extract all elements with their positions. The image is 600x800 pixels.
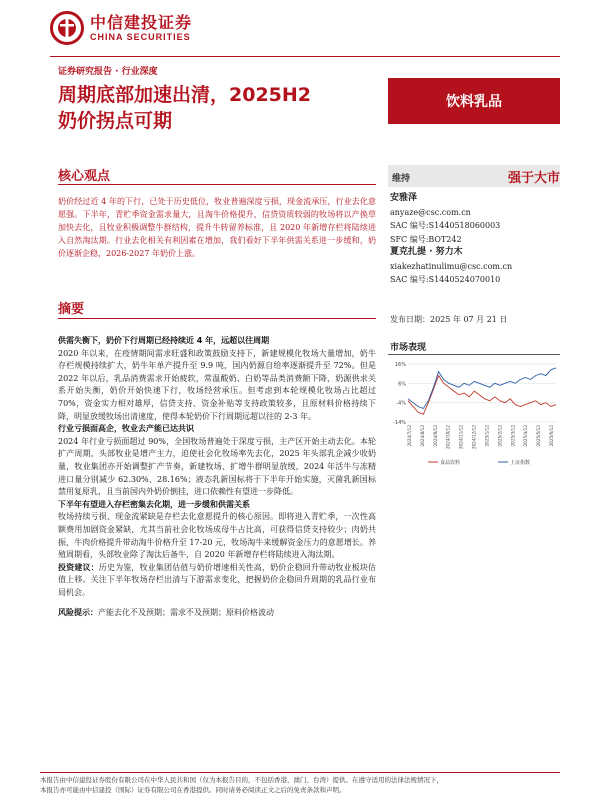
report-title — [58, 82, 378, 134]
x-tick-label: 2025/5/12 — [536, 425, 542, 447]
x-tick-label: 2025/2/12 — [497, 425, 503, 447]
summary-section-2-head: 行业亏损面高企，牧业去产能已达共识 — [58, 424, 194, 434]
market-performance-chart — [388, 358, 560, 470]
x-tick-label: 2025/6/12 — [549, 425, 554, 447]
y-tick-label: -14% — [393, 420, 406, 426]
core-heading: 核心观点 — [58, 169, 111, 184]
summary-heading: 摘要 — [58, 302, 85, 317]
summary-section-4 — [58, 562, 376, 600]
x-tick-label: 2024/12/12 — [471, 425, 477, 450]
y-tick-label: 6% — [398, 381, 406, 388]
breadcrumb: 证券研究报告 · 行业深度 — [58, 67, 158, 77]
market-heading: 市场表现 — [390, 343, 427, 353]
summary-body — [58, 335, 376, 620]
summary-section-2-body: 2024 年行业亏损面超过 90%，全国牧场普遍处于深度亏损，主产区开始主动去化。本轮扩产周期，头部牧业是增产主力，迫使社会化牧场率先去化，2025 年头部乳企减少收奶量，牧业集团亦开始调整扩产节奏，新建牧场、扩增牛群明显放缓，2024 年活牛与冻精进口量分别减少 62.30%、28.16%；液态乳新国标将于下半年开始实施，灭菌乳新国标禁用复原乳，且当前国内外奶价倒挂，进口依赖性有望进一步降低。 — [58, 436, 376, 497]
x-tick-label: 2024/7/12 — [407, 425, 412, 447]
legend-label-2: 上证指数 — [510, 460, 531, 466]
rating-action: 维持 — [392, 174, 411, 184]
logo — [50, 10, 192, 46]
legend-label-1: 食品饮料 — [440, 460, 461, 466]
title-line-2: 奶价拐点可期 — [58, 110, 173, 132]
series-line-2 — [408, 368, 556, 409]
summary-section-4-body: 历史为鉴，牧业集团估值与奶价增速相关性高，奶价企稳回升带动牧业板块估值上移。关注下半年牧场存栏出清与下游需求变化，把握奶价企稳回升周期的乳品行业布局机会。 — [58, 562, 377, 597]
summary-section-3-head: 下半年有望进入存栏密集去化期，进一步缓和供需关系 — [58, 499, 250, 509]
x-tick-label: 2025/4/12 — [523, 425, 529, 447]
analyst-list — [390, 192, 560, 287]
summary-section-1-head: 供需失衡下，奶价下行周期已经持续近 4 年，远超以往周期 — [58, 336, 270, 345]
title-line-1: 周期底部加速出清，2025H2 — [58, 84, 312, 106]
x-tick-label: 2025/1/12 — [484, 425, 490, 447]
analyst-1-sfc: SFC 编号:BOT242 — [390, 234, 462, 244]
summary-rule — [58, 318, 376, 319]
y-tick-label: -4% — [396, 400, 406, 407]
logo-english: CHINA SECURITIES — [90, 31, 191, 42]
publish-date-label: 发布日期： — [390, 315, 430, 324]
analyst-2-sac: SAC 编号:S1440524070010 — [390, 275, 501, 284]
footer-divider — [40, 772, 560, 773]
disclaimer-footer — [40, 775, 560, 795]
logo-chinese: 中信建投证券 — [90, 12, 193, 32]
china-securities-logo-icon — [50, 11, 84, 45]
x-tick-label: 2024/11/12 — [458, 425, 464, 450]
analyst-1-email[interactable]: anyaze@csc.com.cn — [390, 207, 471, 217]
summary-section-1-body: 2020 年以来，在疫情期间需求旺盛和政策鼓励支持下，新建规模化牧场大量增加，奶牛存栏规模持续扩大，奶牛年单产提升至 9.9 吨，国内奶源自给率逐渐提升至 72%。但是 2022 年以后，乳品消费需求开始疲软，常温酸奶、白奶等品类消费额下降，奶源供求关系开始失衡，奶价开始快速下行，牧场经营承压。但考虑到本轮规模化牧场占比超过 70%，资金实力相对雄厚，信贷支持、资金补贴等支持政策较多，且原材料价格持续下降，明显放缓牧场出清速度，使得本轮奶价下行周期远超以往的 2-3 年。 — [58, 348, 376, 421]
chart-y-ticks — [393, 362, 406, 426]
x-tick-label: 2024/10/12 — [445, 425, 451, 450]
chart-x-ticks — [407, 425, 554, 449]
header-divider — [50, 56, 560, 57]
summary-section-4-head: 投资建议： — [58, 562, 99, 572]
market-rule — [388, 354, 560, 355]
analyst-2-name: 夏克扎提 · 努力木 — [390, 247, 463, 257]
core-text: 奶价经过近 4 年的下行，已处于历史低位，牧业普遍深度亏损，现金流承压，行业去化意愿强。下半年，青贮季资金需求量大，且淘牛价格提升，信贷资质较弱的牧场将以产换草加快去化，且牧业积极调整牛群结构，提升牛转留养标准，且 2020 年新增存栏将陆续进入自然淘汰期。行业去化相关有利因素在增加，我们看好下半年供需关系进一步缓和，奶价逐渐企稳，2026-2027 年奶价上涨。 — [58, 197, 376, 258]
x-tick-label: 2025/3/12 — [510, 425, 516, 447]
analyst-1-sac: SAC 编号:S1440518060003 — [390, 221, 501, 230]
x-tick-label: 2024/8/12 — [419, 425, 425, 447]
chart-grid — [408, 364, 556, 422]
risk-text: 产能去化不及预期；需求不及预期；原料价格波动 — [98, 608, 274, 618]
x-tick-label: 2024/9/12 — [432, 425, 438, 447]
publish-date — [390, 314, 560, 325]
analyst-2-email[interactable]: xiakezhatinulimu@csc.com.cn — [390, 261, 513, 271]
footer-line-2: 本报告亦可能由中信建投（国际）证券有限公司在香港提供。同时请务必阅读正文之后的免责条款和声明。 — [40, 786, 346, 794]
footer-line-1: 本报告由中信建投证券股份有限公司在中华人民共和国（仅为本报告目的，不包括香港、澳门、台湾）提供。在遵守适用的法律法规情况下， — [40, 776, 443, 784]
risk-warning — [58, 607, 376, 620]
publish-date-value: 2025 年 07 月 21 日 — [430, 315, 508, 324]
sector-badge: 饮料乳品 — [388, 78, 560, 124]
y-tick-label: 16% — [394, 362, 406, 368]
chart-series-group — [408, 368, 556, 414]
analyst-1-name: 安雅泽 — [390, 193, 418, 203]
summary-section-3-body: 牧场持续亏损、现金流紧缺是存栏去化意愿提升的核心原因。即将进入青贮季，一次性高额费用加剧资金紧缺，尤其当前社会化牧场成母牛占比高，可获得信贷支持较少；肉奶共振，牛肉价格提升带动淘牛价格升至 17-20 元，牧场淘牛来缓解资金压力的意愿增长。养殖周期看，头部牧业除了淘汰后备牛，自 2020 年新增存栏将陆续进入淘汰期。 — [58, 512, 376, 560]
rating-value: 强于大市 — [507, 171, 560, 186]
core-rule — [58, 184, 376, 185]
risk-label: 风险提示： — [58, 608, 98, 618]
chart-legend — [428, 459, 530, 466]
